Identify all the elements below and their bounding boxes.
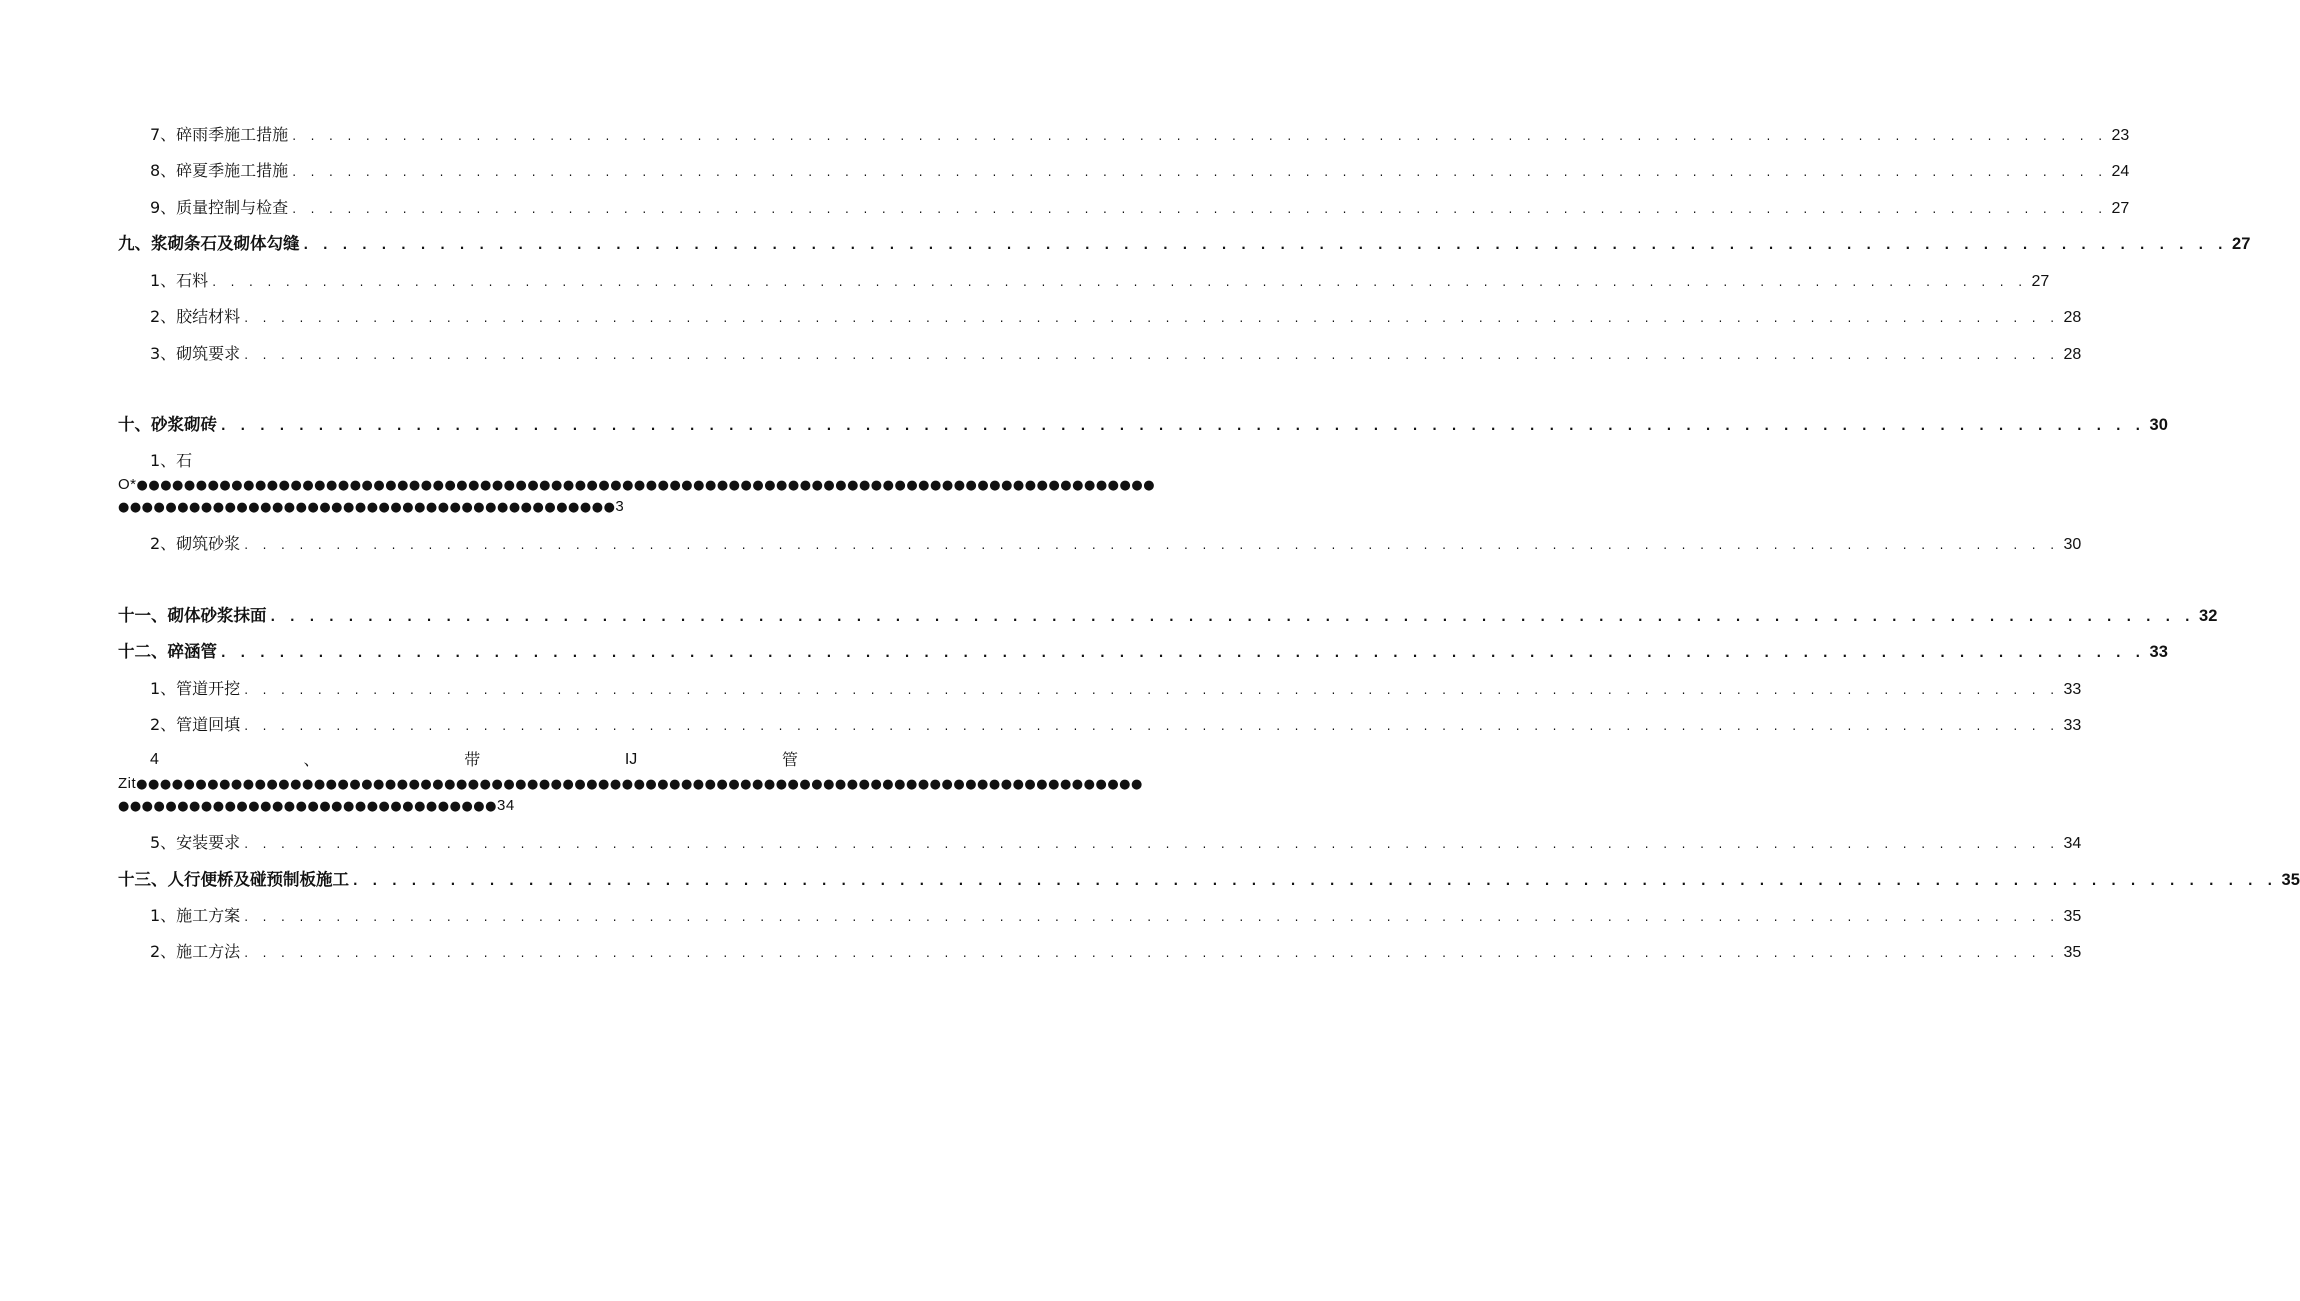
garbled-token: 4 — [150, 751, 159, 768]
toc-section-label: 十三、人行便桥及碰预制板施工 — [118, 870, 349, 889]
toc-entry-label: 5、安装要求 — [150, 833, 241, 852]
toc-page-number: 32 — [2199, 607, 2218, 625]
toc-page-number: 35 — [2281, 871, 2300, 889]
garbled-entry-label: 1、石 — [150, 451, 193, 470]
garbled-prefix: O* — [118, 476, 137, 493]
toc-entry-label: 7、碎雨季施工措施 — [150, 125, 289, 144]
toc-entry[interactable] — [150, 904, 2082, 928]
toc-page-number: 35 — [2063, 908, 2082, 925]
toc-entry[interactable] — [150, 123, 2130, 147]
toc-section[interactable] — [118, 604, 2218, 628]
garbled-token: 管 — [781, 750, 798, 769]
toc-dot-leader — [244, 714, 2059, 738]
toc-dot-leader — [212, 270, 2027, 294]
toc-entry-label: 2、管道回填 — [150, 715, 241, 734]
bullet-leader: ●●●●●●●●●●●●●●●●●●●●●●●●●●●●●●●●●●●●●●●●●●●●●●●●●●●●●●●●●●●●●●●●●●●●●●●●●●●●●●●●●●●●● — [136, 777, 1143, 792]
toc-entry-label: 2、施工方法 — [150, 942, 241, 961]
toc-dot-leader — [292, 197, 2107, 221]
toc-dot-leader — [292, 160, 2107, 184]
garbled-leader-line — [118, 496, 798, 519]
toc-page-number: 27 — [2031, 273, 2050, 290]
toc-page-number: 34 — [496, 797, 515, 814]
toc-entry-label: 2、砌筑砂浆 — [150, 534, 241, 553]
toc-entry-label: 2、胶结材料 — [150, 307, 241, 326]
toc-page-number: 33 — [2063, 717, 2082, 734]
toc-dot-leader — [292, 124, 2107, 148]
toc-dot-leader — [304, 233, 2229, 257]
toc-entry[interactable] — [150, 532, 2082, 556]
toc-dot-leader — [271, 605, 2196, 629]
toc-entry-label: 1、施工方案 — [150, 906, 241, 925]
toc-entry[interactable] — [150, 159, 2130, 183]
toc-dot-leader — [244, 343, 2059, 367]
garbled-leader-line — [118, 773, 1143, 796]
toc-dot-leader — [244, 678, 2059, 702]
toc-dot-leader — [244, 533, 2059, 557]
toc-page-number: 3 — [615, 498, 625, 515]
toc-page-number: 23 — [2111, 127, 2130, 144]
garbled-entry-label — [150, 749, 798, 771]
toc-entry[interactable] — [150, 342, 2082, 366]
toc-entry-label: 1、管道开挖 — [150, 679, 241, 698]
toc-section-label: 九、浆砌条石及砌体勾缝 — [118, 234, 300, 253]
toc-dot-leader — [244, 905, 2059, 929]
toc-section[interactable] — [118, 232, 2251, 256]
toc-entry[interactable] — [150, 677, 2082, 701]
garbled-token: 带 — [464, 750, 481, 769]
toc-section[interactable] — [118, 640, 2168, 664]
toc-page-number: 28 — [2063, 309, 2082, 326]
bullet-leader: ●●●●●●●●●●●●●●●●●●●●●●●●●●●●●●●● — [118, 799, 497, 814]
toc-entry[interactable] — [150, 269, 2050, 293]
toc-section-label: 十二、碎涵管 — [118, 642, 217, 661]
toc-dot-leader — [244, 306, 2059, 330]
toc-dot-leader — [221, 641, 2146, 665]
toc-page-number: 30 — [2063, 536, 2082, 553]
toc-page-number: 30 — [2149, 416, 2168, 434]
toc-section[interactable] — [118, 868, 2300, 892]
toc-entry[interactable] — [150, 713, 2082, 737]
toc-page-number: 33 — [2063, 681, 2082, 698]
toc-entry[interactable] — [150, 305, 2082, 329]
toc-entry[interactable] — [150, 196, 2130, 220]
toc-page-number: 28 — [2063, 346, 2082, 363]
toc-entry-label: 3、砌筑要求 — [150, 344, 241, 363]
toc-entry[interactable] — [150, 940, 2082, 964]
toc-page-number: 27 — [2232, 235, 2251, 253]
garbled-leader-line — [118, 474, 1156, 497]
toc-page-number: 27 — [2111, 200, 2130, 217]
toc-section-label: 十一、砌体砂浆抹面 — [118, 606, 267, 625]
bullet-leader: ●●●●●●●●●●●●●●●●●●●●●●●●●●●●●●●●●●●●●●●●●●●●●●●●●●●●●●●●●●●●●●●●●●●●●●●●●●●●●●●●●●●●●● — [136, 478, 1156, 493]
toc-page-number: 34 — [2063, 835, 2082, 852]
toc-entry[interactable] — [150, 831, 2082, 855]
toc-entry-label: 1、石料 — [150, 271, 209, 290]
toc-section[interactable] — [118, 413, 2168, 437]
toc-dot-leader — [244, 941, 2059, 965]
garbled-prefix: Zit — [118, 775, 137, 792]
toc-page-number: 35 — [2063, 944, 2082, 961]
toc-dot-leader — [244, 832, 2059, 856]
toc-section-label: 十、砂浆砌砖 — [118, 415, 217, 434]
toc-entry-label: 8、碎夏季施工措施 — [150, 161, 289, 180]
toc-page-number: 24 — [2111, 163, 2130, 180]
garbled-token: IJ — [624, 751, 638, 768]
toc-dot-leader — [221, 414, 2146, 438]
garbled-token: 、 — [303, 750, 320, 769]
toc-page-number: 33 — [2149, 643, 2168, 661]
toc-dot-leader — [353, 869, 2278, 893]
toc-entry-label: 9、质量控制与检查 — [150, 198, 289, 217]
garbled-leader-line — [118, 795, 798, 818]
bullet-leader: ●●●●●●●●●●●●●●●●●●●●●●●●●●●●●●●●●●●●●●●●●● — [118, 500, 616, 515]
